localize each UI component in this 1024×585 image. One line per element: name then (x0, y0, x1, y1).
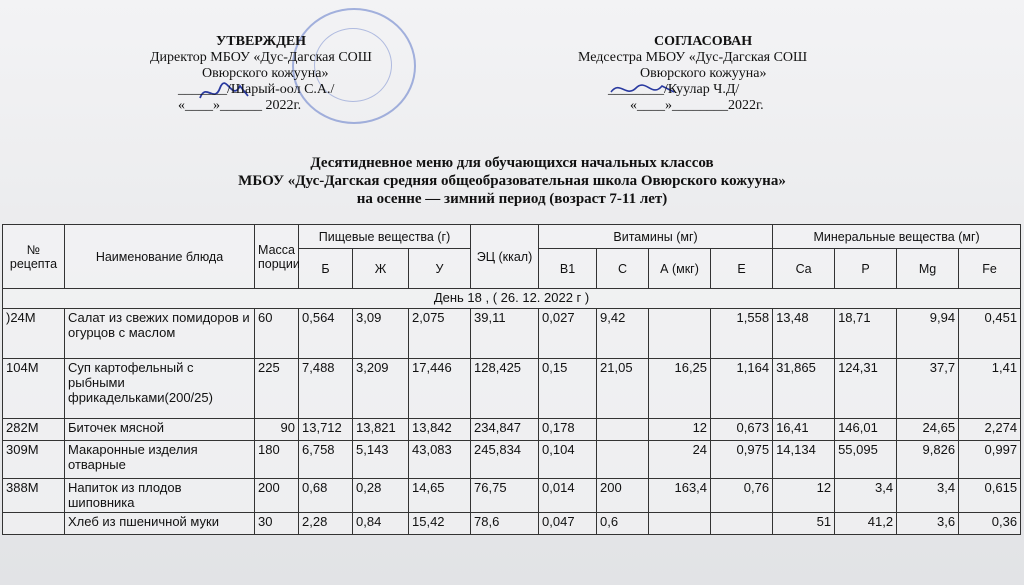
cell-mg: 24,65 (897, 419, 959, 441)
cell-e: 0,76 (711, 479, 773, 513)
header-mass: Масса порции (255, 225, 299, 289)
cell-mass: 90 (255, 419, 299, 441)
cell-b1: 0,178 (539, 419, 597, 441)
cell-zh: 3,09 (353, 309, 409, 359)
cell-ca: 14,134 (773, 441, 835, 479)
subheader-b1: В1 (539, 249, 597, 289)
subheader-b: Б (299, 249, 353, 289)
cell-mg: 3,6 (897, 513, 959, 535)
cell-recipe: 388М (3, 479, 65, 513)
cell-name: Салат из свежих помидоров и огурцов с маслом (65, 309, 255, 359)
table-row (3, 309, 1021, 359)
subheader-a: А (мкг) (649, 249, 711, 289)
cell-b: 0,68 (299, 479, 353, 513)
cell-ca: 51 (773, 513, 835, 535)
cell-c: 21,05 (597, 359, 649, 419)
cell-b1: 0,047 (539, 513, 597, 535)
cell-mass: 60 (255, 309, 299, 359)
cell-a: 12 (649, 419, 711, 441)
cell-p: 41,2 (835, 513, 897, 535)
cell-e: 0,673 (711, 419, 773, 441)
cell-recipe: 309М (3, 441, 65, 479)
cell-e: 1,558 (711, 309, 773, 359)
cell-ec: 76,75 (471, 479, 539, 513)
cell-e (711, 513, 773, 535)
cell-b1: 0,014 (539, 479, 597, 513)
cell-name: Суп картофельный с рыбными фрикадельками(200/25) (65, 359, 255, 419)
cell-a (649, 309, 711, 359)
header-energy: ЭЦ (ккал) (471, 225, 539, 289)
table-row (3, 479, 1021, 513)
approved-block (150, 34, 372, 114)
cell-u: 17,446 (409, 359, 471, 419)
cell-recipe: )24М (3, 309, 65, 359)
cell-zh: 3,209 (353, 359, 409, 419)
period-title: на осенне — зимний период (возраст 7-11 лет) (356, 191, 668, 207)
cell-c (597, 419, 649, 441)
cell-b: 13,712 (299, 419, 353, 441)
subheader-mg: Mg (897, 249, 959, 289)
cell-mg: 9,94 (897, 309, 959, 359)
table-row (3, 441, 1021, 479)
cell-u: 13,842 (409, 419, 471, 441)
cell-ec: 234,847 (471, 419, 539, 441)
approved-line3: _______/Шарый-оол С.А./ (178, 82, 335, 97)
cell-mass: 30 (255, 513, 299, 535)
cell-ec: 128,425 (471, 359, 539, 419)
subheader-u: У (409, 249, 471, 289)
approved-line4: «____»______ 2022г. (178, 98, 302, 113)
cell-fe: 0,997 (959, 441, 1021, 479)
cell-ec: 78,6 (471, 513, 539, 535)
cell-u: 2,075 (409, 309, 471, 359)
subheader-ca: Ca (773, 249, 835, 289)
cell-zh: 5,143 (353, 441, 409, 479)
cell-p: 146,01 (835, 419, 897, 441)
cell-name: Биточек мясной (65, 419, 255, 441)
cell-name: Макаронные изделия отварные (65, 441, 255, 479)
cell-e: 1,164 (711, 359, 773, 419)
cell-c: 9,42 (597, 309, 649, 359)
cell-u: 14,65 (409, 479, 471, 513)
cell-fe: 0,36 (959, 513, 1021, 535)
cell-fe: 2,274 (959, 419, 1021, 441)
cell-p: 3,4 (835, 479, 897, 513)
cell-mass: 180 (255, 441, 299, 479)
agreed-line4: «____»________2022г. (630, 98, 764, 113)
cell-ca: 16,41 (773, 419, 835, 441)
subheader-fe: Fe (959, 249, 1021, 289)
cell-ca: 31,865 (773, 359, 835, 419)
header-name: Наименование блюда (65, 225, 255, 289)
cell-a: 163,4 (649, 479, 711, 513)
cell-mg: 37,7 (897, 359, 959, 419)
cell-ca: 12 (773, 479, 835, 513)
cell-zh: 0,28 (353, 479, 409, 513)
menu-table (2, 224, 1021, 535)
approved-line2: Овюрского кожууна» (202, 66, 329, 81)
cell-a: 24 (649, 441, 711, 479)
cell-b: 7,488 (299, 359, 353, 419)
table-row (3, 359, 1021, 419)
cell-ca: 13,48 (773, 309, 835, 359)
cell-b1: 0,104 (539, 441, 597, 479)
table-row (3, 419, 1021, 441)
header-vitamins: Витамины (мг) (539, 225, 773, 249)
cell-ec: 245,834 (471, 441, 539, 479)
cell-recipe: 282М (3, 419, 65, 441)
cell-b: 0,564 (299, 309, 353, 359)
cell-b: 6,758 (299, 441, 353, 479)
cell-p: 55,095 (835, 441, 897, 479)
agreed-heading: СОГЛАСОВАН (654, 34, 753, 49)
cell-mass: 225 (255, 359, 299, 419)
table-row (3, 513, 1021, 535)
cell-b1: 0,15 (539, 359, 597, 419)
header-recipe: № рецепта (3, 225, 65, 289)
cell-mg: 3,4 (897, 479, 959, 513)
cell-recipe (3, 513, 65, 535)
cell-recipe: 104М (3, 359, 65, 419)
cell-u: 15,42 (409, 513, 471, 535)
cell-name: Напиток из плодов шиповника (65, 479, 255, 513)
menu-title: Десятидневное меню для обучающихся начальных классов (310, 155, 714, 171)
cell-mg: 9,826 (897, 441, 959, 479)
cell-e: 0,975 (711, 441, 773, 479)
cell-c: 200 (597, 479, 649, 513)
subheader-c: С (597, 249, 649, 289)
cell-zh: 13,821 (353, 419, 409, 441)
agreed-block (578, 34, 807, 114)
day-label: День 18 , ( 26. 12. 2022 г ) (3, 289, 1021, 309)
agreed-line2: Овюрского кожууна» (640, 66, 767, 81)
cell-b: 2,28 (299, 513, 353, 535)
cell-c: 0,6 (597, 513, 649, 535)
approved-heading: УТВЕРЖДЕН (216, 34, 307, 49)
cell-u: 43,083 (409, 441, 471, 479)
cell-a: 16,25 (649, 359, 711, 419)
approved-line1: Директор МБОУ «Дус-Дагская СОШ (150, 50, 372, 65)
cell-fe: 1,41 (959, 359, 1021, 419)
cell-mass: 200 (255, 479, 299, 513)
subheader-p: P (835, 249, 897, 289)
school-title: МБОУ «Дус-Дагская средняя общеобразовательная школа Овюрского кожууна» (238, 173, 786, 189)
cell-c (597, 441, 649, 479)
cell-a (649, 513, 711, 535)
cell-p: 18,71 (835, 309, 897, 359)
agreed-line3: ________/Куулар Ч.Д/ (608, 82, 740, 97)
cell-ec: 39,11 (471, 309, 539, 359)
cell-p: 124,31 (835, 359, 897, 419)
header-nutrients: Пищевые вещества (г) (299, 225, 471, 249)
agreed-line1: Медсестра МБОУ «Дус-Дагская СОШ (578, 50, 808, 65)
subheader-e: Е (711, 249, 773, 289)
cell-fe: 0,615 (959, 479, 1021, 513)
cell-zh: 0,84 (353, 513, 409, 535)
header-minerals: Минеральные вещества (мг) (773, 225, 1021, 249)
cell-b1: 0,027 (539, 309, 597, 359)
subheader-zh: Ж (353, 249, 409, 289)
cell-fe: 0,451 (959, 309, 1021, 359)
cell-name: Хлеб из пшеничной муки (65, 513, 255, 535)
